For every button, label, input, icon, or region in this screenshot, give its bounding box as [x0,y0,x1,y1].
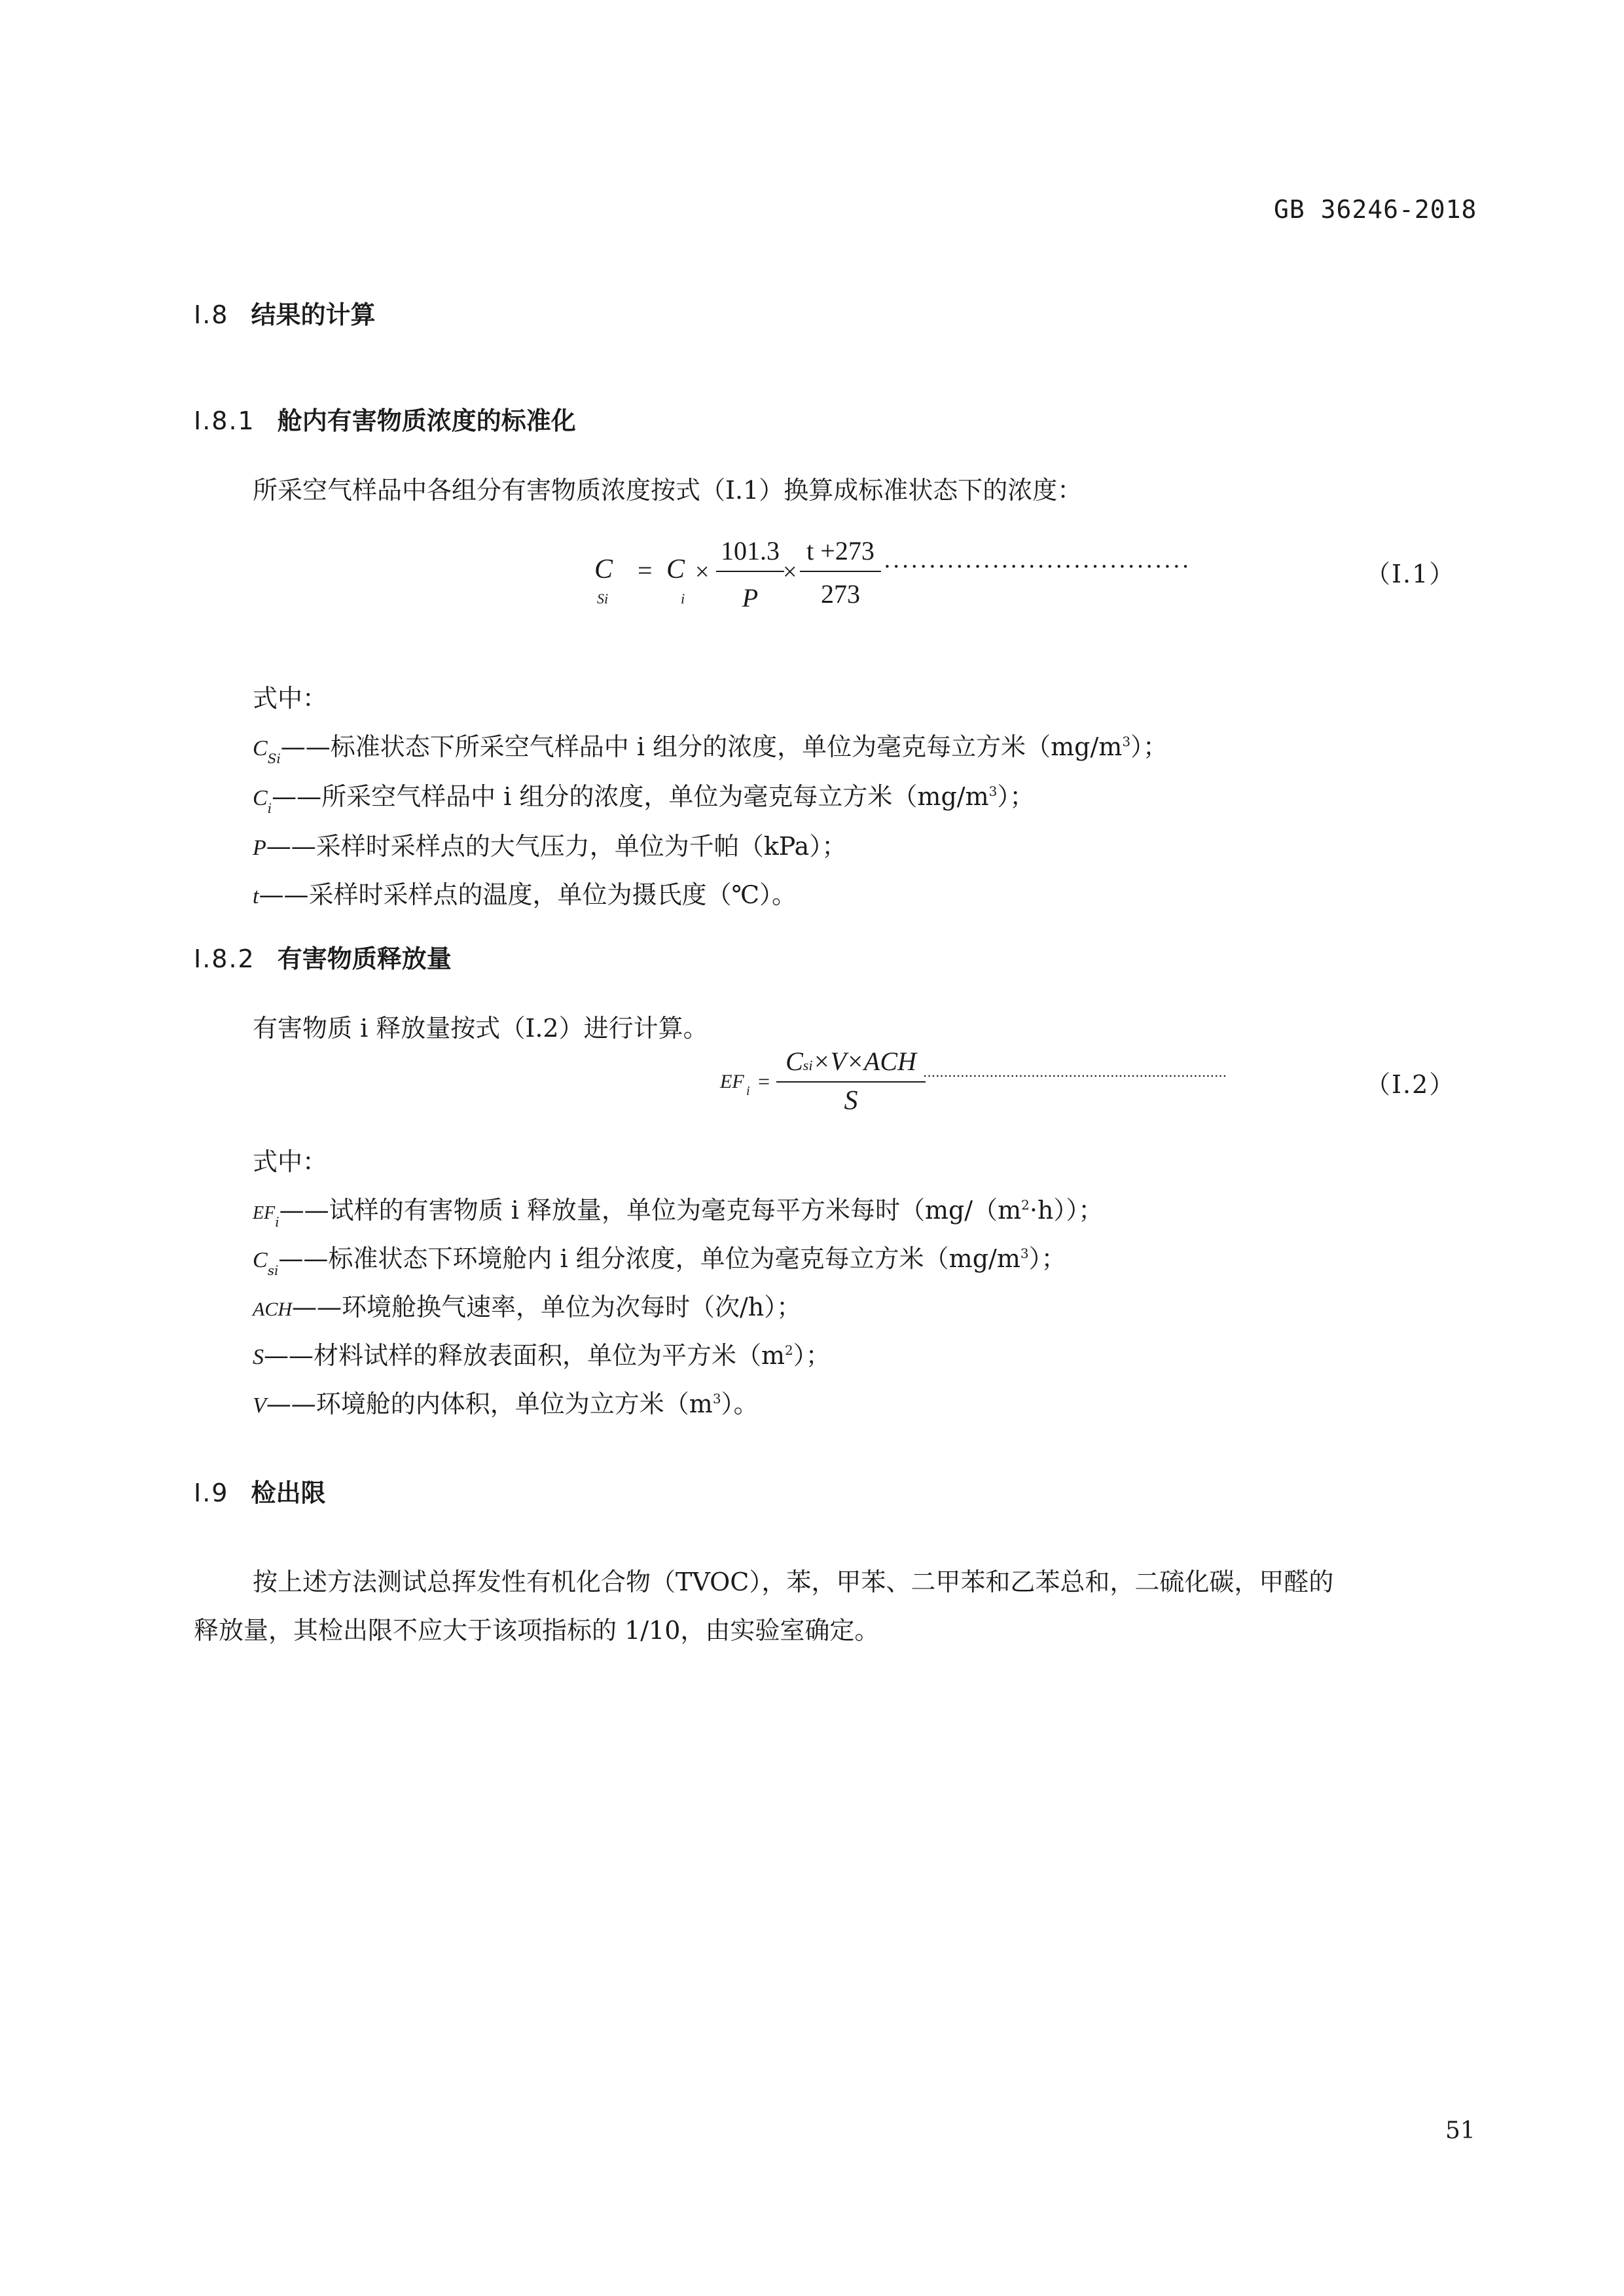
paragraph-intro-i81: 所采空气样品中各组分有害物质浓度按式（I.1）换算成标准状态下的浓度： [253,476,1083,505]
formula-equals: = [638,556,653,585]
def-text: ——所采空气样品中 i 组分的浓度，单位为毫克每立方米（mg/m [272,782,989,811]
section-number: I.9 [194,1479,229,1507]
definition-line [253,776,1034,816]
formula-subscript: i [681,590,685,607]
def-text: ——环境舱换气速率，单位为次每时（次/h）； [292,1293,802,1321]
def-symbol: t [253,884,259,908]
formula-fraction-temperature [800,535,881,620]
leader-dots: .................................. [884,547,1191,573]
def-symbol: C [253,736,268,761]
numerator-subscript: si [803,1057,813,1073]
definition-line [253,1190,1103,1230]
def-tail: ）； [997,782,1035,811]
section-title: 结果的计算 [251,300,376,329]
leader-dots: ......................................................................... [923,1064,1227,1080]
def-text: ——采样时采样点的大气压力，单位为千帕（kPa）； [266,832,847,861]
fraction-denominator: P [742,583,759,613]
formula-equals: = [758,1069,770,1093]
definition-line [253,1335,831,1371]
paragraph-detection-limit-line1: 按上述方法测试总挥发性有机化合物（TVOC），苯，甲苯、二甲苯和乙苯总和，二硫化碳，甲醛的 [253,1568,1334,1596]
def-text: ——材料试样的释放表面积，单位为平方米（m [264,1341,785,1370]
definition-line [253,826,846,862]
def-superscript: 3 [1020,1246,1029,1261]
section-heading-i8 [194,295,375,331]
section-number: I.8.1 [194,406,255,435]
def-superscript: 3 [988,783,998,799]
def-text: ——标准状态下所采空气样品中 i 组分的浓度，单位为毫克每立方米（mg/m [280,732,1123,761]
def-superscript: 2 [785,1342,793,1358]
def-symbol: EF [253,1203,276,1223]
def-superscript: 2 [1021,1197,1030,1213]
formula-subscript: Si [597,590,609,607]
def-symbol: P [253,836,266,860]
equation-number: （I.1） [1365,560,1456,588]
def-subscript: Si [267,751,281,766]
section-heading-i82 [194,939,452,975]
page-number: 51 [1445,2117,1475,2144]
def-text: ——试样的有害物质 i 释放量，单位为毫克每平方米每时（mg/（m [279,1196,1022,1225]
paragraph-intro-i82: 有害物质 i 释放量按式（I.2）进行计算。 [253,1014,708,1043]
definition-line [253,1384,759,1420]
formula-symbol: C [594,554,613,584]
fraction-bar [716,571,784,572]
where-label: 式中： [253,1147,328,1176]
def-tail: ·h））； [1029,1196,1104,1225]
def-tail: ）； [793,1341,831,1370]
def-text: ——标准状态下环境舱内 i 组分浓度，单位为毫克每立方米（mg/m [278,1244,1020,1273]
def-tail: ）。 [721,1390,759,1418]
paragraph-detection-limit-line2: 释放量，其检出限不应大于该项指标的 1/10，由实验室确定。 [194,1616,880,1645]
definition-line [253,1238,1066,1278]
def-subscript: i [267,800,272,816]
section-heading-i9 [194,1473,325,1509]
definition-line [253,726,1168,766]
equation-number: （I.2） [1365,1070,1456,1099]
definition-line [253,1287,801,1323]
formula-symbol: C [666,554,685,584]
section-title: 有害物质释放量 [277,944,452,973]
def-subscript: si [267,1263,279,1278]
def-text: ——采样时采样点的温度，单位为摄氏度（℃）。 [259,880,797,909]
formula-times: × [783,558,797,586]
def-text: ——环境舱的内体积，单位为立方米（m [266,1390,713,1418]
fraction-numerator: t +273 [806,536,875,565]
numerator-symbol: C [785,1047,803,1076]
section-title: 检出限 [251,1479,326,1507]
formula-subscript: i [746,1084,750,1098]
standard-code: GB 36246-2018 [1274,195,1477,224]
section-number: I.8.2 [194,944,255,973]
def-subscript: i [275,1214,280,1230]
section-heading-i81 [194,401,576,437]
def-symbol: ACH [253,1299,292,1320]
where-label: 式中： [253,684,328,713]
fraction-numerator [776,1046,926,1077]
def-symbol: C [253,1248,268,1272]
section-title: 舱内有害物质浓度的标准化 [277,406,576,435]
formula-symbol: EF [720,1071,744,1092]
fraction-denominator: 273 [821,579,860,609]
def-tail: ）； [1130,732,1168,761]
fraction-numerator: 101.3 [721,536,780,565]
fraction-bar [776,1081,926,1083]
def-symbol: C [253,786,268,810]
section-number: I.8 [194,300,229,329]
def-symbol: S [253,1345,264,1369]
def-superscript: 3 [1122,734,1131,749]
formula-times: × [695,558,710,586]
formula-fraction-emission [776,1046,926,1124]
def-symbol: V [253,1393,266,1418]
formula-fraction-pressure [716,535,784,620]
fraction-bar [800,571,881,572]
fraction-denominator: S [844,1086,858,1116]
def-superscript: 3 [712,1391,721,1407]
def-tail: ）； [1028,1244,1066,1273]
definition-line [253,874,797,910]
numerator-rest: ×V×ACH [812,1047,916,1076]
